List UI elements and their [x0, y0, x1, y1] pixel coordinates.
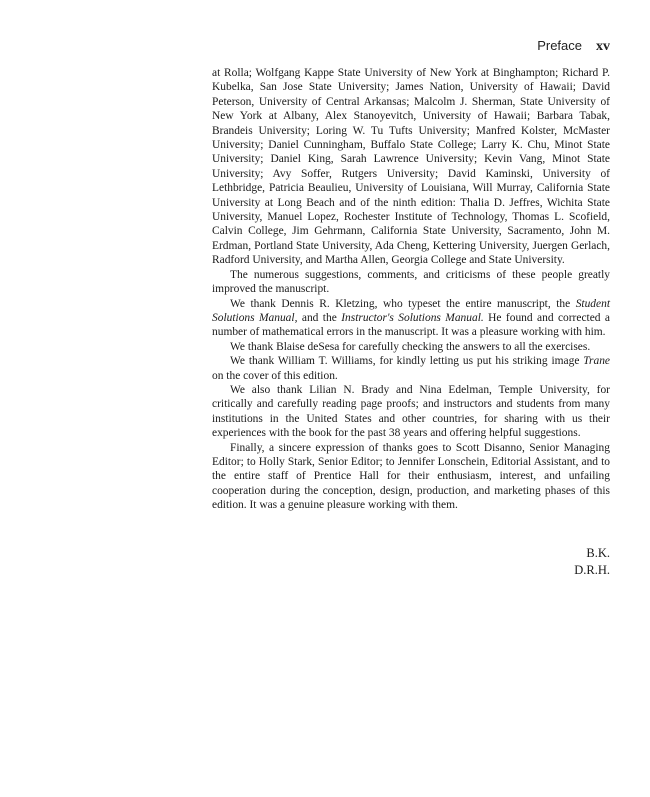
paragraph [212, 297, 610, 340]
paragraph-text: We thank Dennis R. Kletzing, who typeset the entire manuscript, the [230, 297, 576, 310]
italic-text: Student Solutions Manual, [212, 297, 610, 324]
preface-body [212, 66, 610, 513]
paragraph [212, 441, 610, 513]
italic-text: Instructor's Solutions Manual. [341, 311, 484, 324]
paragraph [212, 66, 610, 268]
paragraph-text: on the cover of this edition. [212, 369, 338, 382]
signoff-initials-2: D.R.H. [574, 563, 610, 577]
paragraph [212, 268, 610, 297]
paragraph [212, 354, 610, 383]
signoff-initials-1: B.K. [586, 546, 610, 560]
paragraph [212, 340, 610, 354]
paragraph-text: We thank William T. Williams, for kindly letting us put his striking image [230, 355, 584, 368]
paragraph-text: Finally, a sincere expression of thanks goes to Scott Disanno, Senior Managing Editor; to Holly Stark, Senior Editor; to Jennifer Lonschein, Editorial Assistant, and to the entire staff of Prentice Hall for their enthusiasm, interest, and unfailing cooperation during the conception, design, production, and marketing phases of this edition. It was a genuine pleasure working with them. [212, 441, 610, 512]
paragraph-text: The numerous suggestions, comments, and criticisms of these people greatly improved the manuscript. [212, 268, 610, 296]
paragraph-text: We thank Blaise deSesa for carefully checking the answers to all the exercises. [230, 340, 591, 353]
section-title: Preface [537, 38, 582, 53]
paragraph [212, 383, 610, 441]
signoff [574, 545, 610, 579]
paragraph-text: He found and corrected a number of mathematical errors in the manuscript. It was a pleasure working with him. [212, 311, 610, 339]
paragraph-text: We also thank Lilian N. Brady and Nina Edelman, Temple University, for critically and carefully reading page proofs; and instructors and students from many institutions in the United States and other countries, for sharing with us their experiences with the book for the past 38 years and offering helpful suggestions. [212, 383, 610, 440]
paragraph-text: and the [297, 311, 342, 324]
italic-text: Trane [583, 355, 610, 368]
paragraph-text: at Rolla; Wolfgang Kappe State University of New York at Binghampton; Richard P. Kubelka, San Jose State University; James Nation, University of Hawaii; David Peterson, University of Central Arkansas; Malcolm J. Sherman, State University of New York at Albany, Alex Stanoyevitch, University of Hawaii; Barbara Tabak, Brandeis University; Loring W. Tu Tufts University; Manfred Kolster, McMaster University; Daniel Cunningham, Buffalo State College; Larry K. Chu, Minot State University; Daniel King, Sarah Lawrence University; Kevin Vang, Minot State University; Avy Soffer, Rutgers University; David Kaminski, University of Lethbridge, Patricia Beaulieu, University of Louisiana, Will Murray, California State University at Long Beach and of the ninth edition: Thalia D. Jeffres, Wichita State University, Manuel Lopez, Rochester Institute of Technology, Thomas L. Scofield, Calvin College, Jim Gehrmann, California State University, Sacramento, John M. Erdman, Portland State University, Ada Cheng, Kettering University, Juergen Gerlach, Radford University, and Martha Allen, Georgia College and State University. [212, 67, 610, 267]
running-header [537, 38, 610, 55]
page-number: xv [596, 39, 610, 54]
